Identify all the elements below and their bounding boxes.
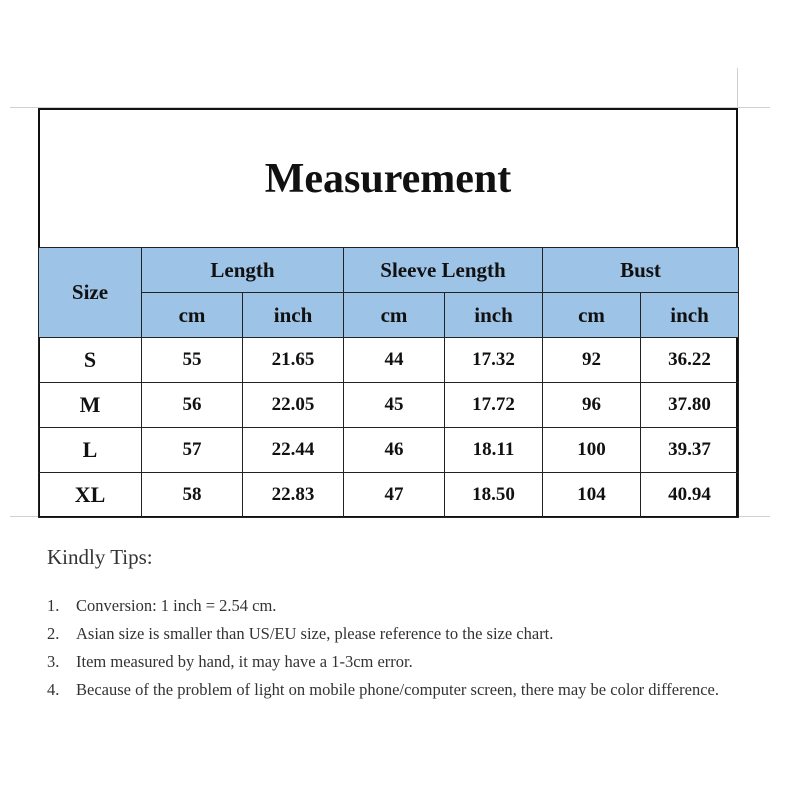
- table-cell: 46: [344, 428, 445, 473]
- tips-title: Kindly Tips:: [47, 545, 153, 569]
- tip-number: 2.: [47, 624, 60, 643]
- unit-header: cm: [142, 293, 243, 338]
- table-cell: 18.50: [445, 473, 543, 518]
- table-cell: 37.80: [641, 383, 739, 428]
- table-cell: 45: [344, 383, 445, 428]
- table-cell: 58: [142, 473, 243, 518]
- tip-item: [47, 648, 767, 676]
- unit-header: inch: [243, 293, 344, 338]
- unit-header: cm: [344, 293, 445, 338]
- table-cell: 39.37: [641, 428, 739, 473]
- table-cell: 100: [543, 428, 641, 473]
- tip-number: 3.: [47, 652, 60, 671]
- tip-number: 4.: [47, 680, 60, 699]
- table-unit-row: [39, 293, 739, 338]
- table-cell: 56: [142, 383, 243, 428]
- group-header-length: Length: [142, 248, 344, 293]
- table-cell: 40.94: [641, 473, 739, 518]
- table-header-row: [39, 248, 739, 293]
- tip-item: [47, 676, 767, 704]
- table-cell: 21.65: [243, 338, 344, 383]
- table-cell: 22.44: [243, 428, 344, 473]
- tip-text: Item measured by hand, it may have a 1-3cm error.: [76, 652, 413, 671]
- tip-text: Because of the problem of light on mobile phone/computer screen, there may be color difference.: [76, 680, 719, 699]
- unit-header: cm: [543, 293, 641, 338]
- tip-number: 1.: [47, 596, 60, 615]
- table-cell: 18.11: [445, 428, 543, 473]
- size-header: Size: [39, 248, 142, 338]
- group-header-bust: Bust: [543, 248, 739, 293]
- table-cell: 57: [142, 428, 243, 473]
- table-cell: 36.22: [641, 338, 739, 383]
- tip-item: [47, 620, 767, 648]
- size-cell: M: [39, 383, 142, 428]
- kindly-tips: [47, 545, 767, 704]
- table-cell: 44: [344, 338, 445, 383]
- table-row: [39, 383, 739, 428]
- page-title: Measurement: [264, 155, 512, 202]
- table-row: [39, 428, 739, 473]
- unit-header: inch: [641, 293, 739, 338]
- tip-item: [47, 592, 767, 620]
- table-cell: 96: [543, 383, 641, 428]
- tips-list: [47, 592, 767, 704]
- table-row: [39, 473, 739, 518]
- table-cell: 22.83: [243, 473, 344, 518]
- table-row: [39, 338, 739, 383]
- size-cell: L: [39, 428, 142, 473]
- size-cell: S: [39, 338, 142, 383]
- group-header-sleeve-length: Sleeve Length: [344, 248, 543, 293]
- table-cell: 17.32: [445, 338, 543, 383]
- size-table: [38, 247, 739, 518]
- tip-text: Asian size is smaller than US/EU size, please reference to the size chart.: [76, 624, 554, 643]
- table-cell: 17.72: [445, 383, 543, 428]
- guide-line-vertical: [737, 68, 738, 108]
- size-cell: XL: [39, 473, 142, 518]
- table-cell: 55: [142, 338, 243, 383]
- tip-text: Conversion: 1 inch = 2.54 cm.: [76, 596, 277, 615]
- unit-header: inch: [445, 293, 543, 338]
- table-cell: 22.05: [243, 383, 344, 428]
- measurement-sheet: [38, 108, 738, 518]
- table-cell: 92: [543, 338, 641, 383]
- table-cell: 47: [344, 473, 445, 518]
- table-cell: 104: [543, 473, 641, 518]
